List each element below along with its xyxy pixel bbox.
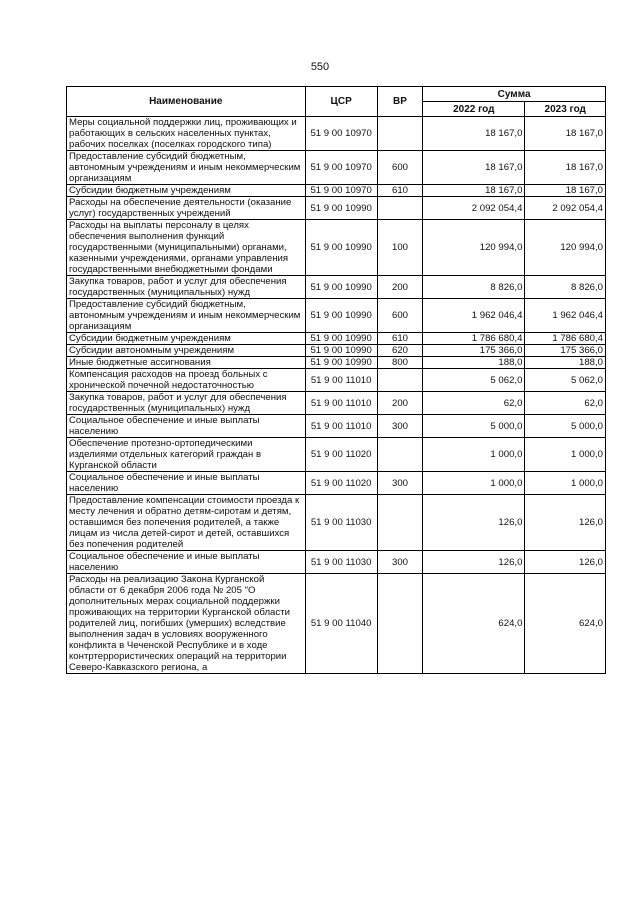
row-sum-2022: 8 826,0 [423,276,525,299]
row-name: Предоставление компенсации стоимости проезда к месту лечения и обратно детям-сиротам и детям, оставшимся без попечения родителей, а также лицам из числа детей-сирот и детей, оставшихся без попечения родителей [67,495,306,551]
row-sum-2022: 126,0 [423,495,525,551]
row-sum-2022: 1 000,0 [423,438,525,472]
row-vr: 300 [377,415,422,438]
row-sum-2023: 18 167,0 [525,185,606,197]
table-row [67,299,606,333]
row-sum-2023: 5 000,0 [525,415,606,438]
row-vr [377,197,422,220]
row-csr: 51 9 00 10990 [305,333,377,345]
row-name: Расходы на выплаты персоналу в целях обеспечения выполнения функций государственными (муниципальными) органами, казенными учреждениями, органами управления государственными внебюджетными фондами [67,220,306,276]
row-sum-2023: 120 994,0 [525,220,606,276]
table-row [67,220,606,276]
table-row [67,185,606,197]
row-name: Предоставление субсидий бюджетным, автономным учреждениям и иным некоммерческим организациям [67,299,306,333]
row-sum-2022: 1 962 046,4 [423,299,525,333]
row-vr: 800 [377,357,422,369]
row-csr: 51 9 00 10990 [305,299,377,333]
row-sum-2022: 62,0 [423,392,525,415]
row-vr: 620 [377,345,422,357]
page-number: 550 [310,61,330,73]
table-row [67,357,606,369]
row-vr: 610 [377,185,422,197]
row-csr: 51 9 00 11040 [305,574,377,674]
table-row [67,345,606,357]
row-sum-2023: 624,0 [525,574,606,674]
row-sum-2023: 1 000,0 [525,472,606,495]
row-vr [377,117,422,151]
row-csr: 51 9 00 11030 [305,551,377,574]
table-row [67,276,606,299]
row-vr [377,438,422,472]
header-vr: ВР [377,87,422,117]
row-sum-2022: 5 000,0 [423,415,525,438]
row-name: Обеспечение протезно-ортопедическими изделиями отдельных категорий граждан в Курганской области [67,438,306,472]
row-name: Закупка товаров, работ и услуг для обеспечения государственных (муниципальных) нужд [67,392,306,415]
row-vr: 610 [377,333,422,345]
header-name: Наименование [67,87,306,117]
header-sum: Сумма [423,87,606,102]
row-sum-2022: 18 167,0 [423,185,525,197]
row-name: Расходы на реализацию Закона Курганской области от 6 декабря 2006 года № 205 "О дополнительных мерах социальной поддержки проживающих на территории Курганской области родителей лиц, погибших (умерших) вследствие выполнения задач в условиях вооруженного конфликта в Чеченской Республике и в ходе контртеррористических операций на территории Северо-Кавказского региона, а [67,574,306,674]
row-name: Социальное обеспечение и иные выплаты населению [67,415,306,438]
row-name: Субсидии бюджетным учреждениям [67,185,306,197]
table-row [67,117,606,151]
row-sum-2022: 18 167,0 [423,151,525,185]
table-body [67,117,606,674]
row-sum-2022: 1 786 680,4 [423,333,525,345]
table-row [67,438,606,472]
table-row [67,197,606,220]
table-row [67,369,606,392]
row-sum-2022: 120 994,0 [423,220,525,276]
row-name: Компенсация расходов на проезд больных с хронической почечной недостаточностью [67,369,306,392]
row-sum-2023: 18 167,0 [525,151,606,185]
row-sum-2022: 175 366,0 [423,345,525,357]
row-vr [377,574,422,674]
row-sum-2022: 126,0 [423,551,525,574]
row-vr: 100 [377,220,422,276]
row-csr: 51 9 00 11010 [305,369,377,392]
row-name: Закупка товаров, работ и услуг для обеспечения государственных (муниципальных) нужд [67,276,306,299]
table-row [67,495,606,551]
row-sum-2022: 5 062,0 [423,369,525,392]
row-csr: 51 9 00 10990 [305,197,377,220]
table-row [67,551,606,574]
row-vr: 200 [377,276,422,299]
row-csr: 51 9 00 11010 [305,392,377,415]
row-sum-2023: 188,0 [525,357,606,369]
row-sum-2023: 18 167,0 [525,117,606,151]
row-name: Субсидии бюджетным учреждениям [67,333,306,345]
row-name: Расходы на обеспечение деятельности (оказание услуг) государственных учреждений [67,197,306,220]
row-vr: 200 [377,392,422,415]
row-name: Социальное обеспечение и иные выплаты населению [67,472,306,495]
row-sum-2023: 8 826,0 [525,276,606,299]
row-name: Иные бюджетные ассигнования [67,357,306,369]
row-sum-2022: 18 167,0 [423,117,525,151]
row-sum-2023: 1 000,0 [525,438,606,472]
row-csr: 51 9 00 10970 [305,151,377,185]
row-sum-2022: 188,0 [423,357,525,369]
row-sum-2023: 175 366,0 [525,345,606,357]
header-csr: ЦСР [305,87,377,117]
row-name: Предоставление субсидий бюджетным, автономным учреждениям и иным некоммерческим организациям [67,151,306,185]
row-sum-2023: 1 786 680,4 [525,333,606,345]
row-sum-2022: 2 092 054,4 [423,197,525,220]
row-csr: 51 9 00 11030 [305,495,377,551]
row-vr: 600 [377,299,422,333]
header-year-2023: 2023 год [525,102,606,117]
row-sum-2023: 1 962 046,4 [525,299,606,333]
table-row [67,472,606,495]
row-sum-2022: 624,0 [423,574,525,674]
row-sum-2023: 62,0 [525,392,606,415]
budget-table [66,86,606,674]
row-vr: 600 [377,151,422,185]
row-sum-2022: 1 000,0 [423,472,525,495]
row-csr: 51 9 00 11020 [305,472,377,495]
row-csr: 51 9 00 10990 [305,220,377,276]
table-row [67,333,606,345]
row-vr: 300 [377,472,422,495]
table-row [67,415,606,438]
row-sum-2023: 126,0 [525,551,606,574]
row-name: Социальное обеспечение и иные выплаты населению [67,551,306,574]
row-name: Меры социальной поддержки лиц, проживающих и работающих в сельских населенных пунктах, рабочих поселках (поселках городского типа) [67,117,306,151]
row-sum-2023: 5 062,0 [525,369,606,392]
row-csr: 51 9 00 11010 [305,415,377,438]
row-csr: 51 9 00 11020 [305,438,377,472]
row-sum-2023: 126,0 [525,495,606,551]
row-name: Субсидии автономным учреждениям [67,345,306,357]
row-vr [377,495,422,551]
row-sum-2023: 2 092 054,4 [525,197,606,220]
table-row [67,574,606,674]
row-csr: 51 9 00 10990 [305,345,377,357]
header-year-2022: 2022 год [423,102,525,117]
row-vr [377,369,422,392]
table-row [67,392,606,415]
row-csr: 51 9 00 10970 [305,117,377,151]
row-csr: 51 9 00 10990 [305,276,377,299]
row-csr: 51 9 00 10990 [305,357,377,369]
row-vr: 300 [377,551,422,574]
table-row [67,151,606,185]
row-csr: 51 9 00 10970 [305,185,377,197]
